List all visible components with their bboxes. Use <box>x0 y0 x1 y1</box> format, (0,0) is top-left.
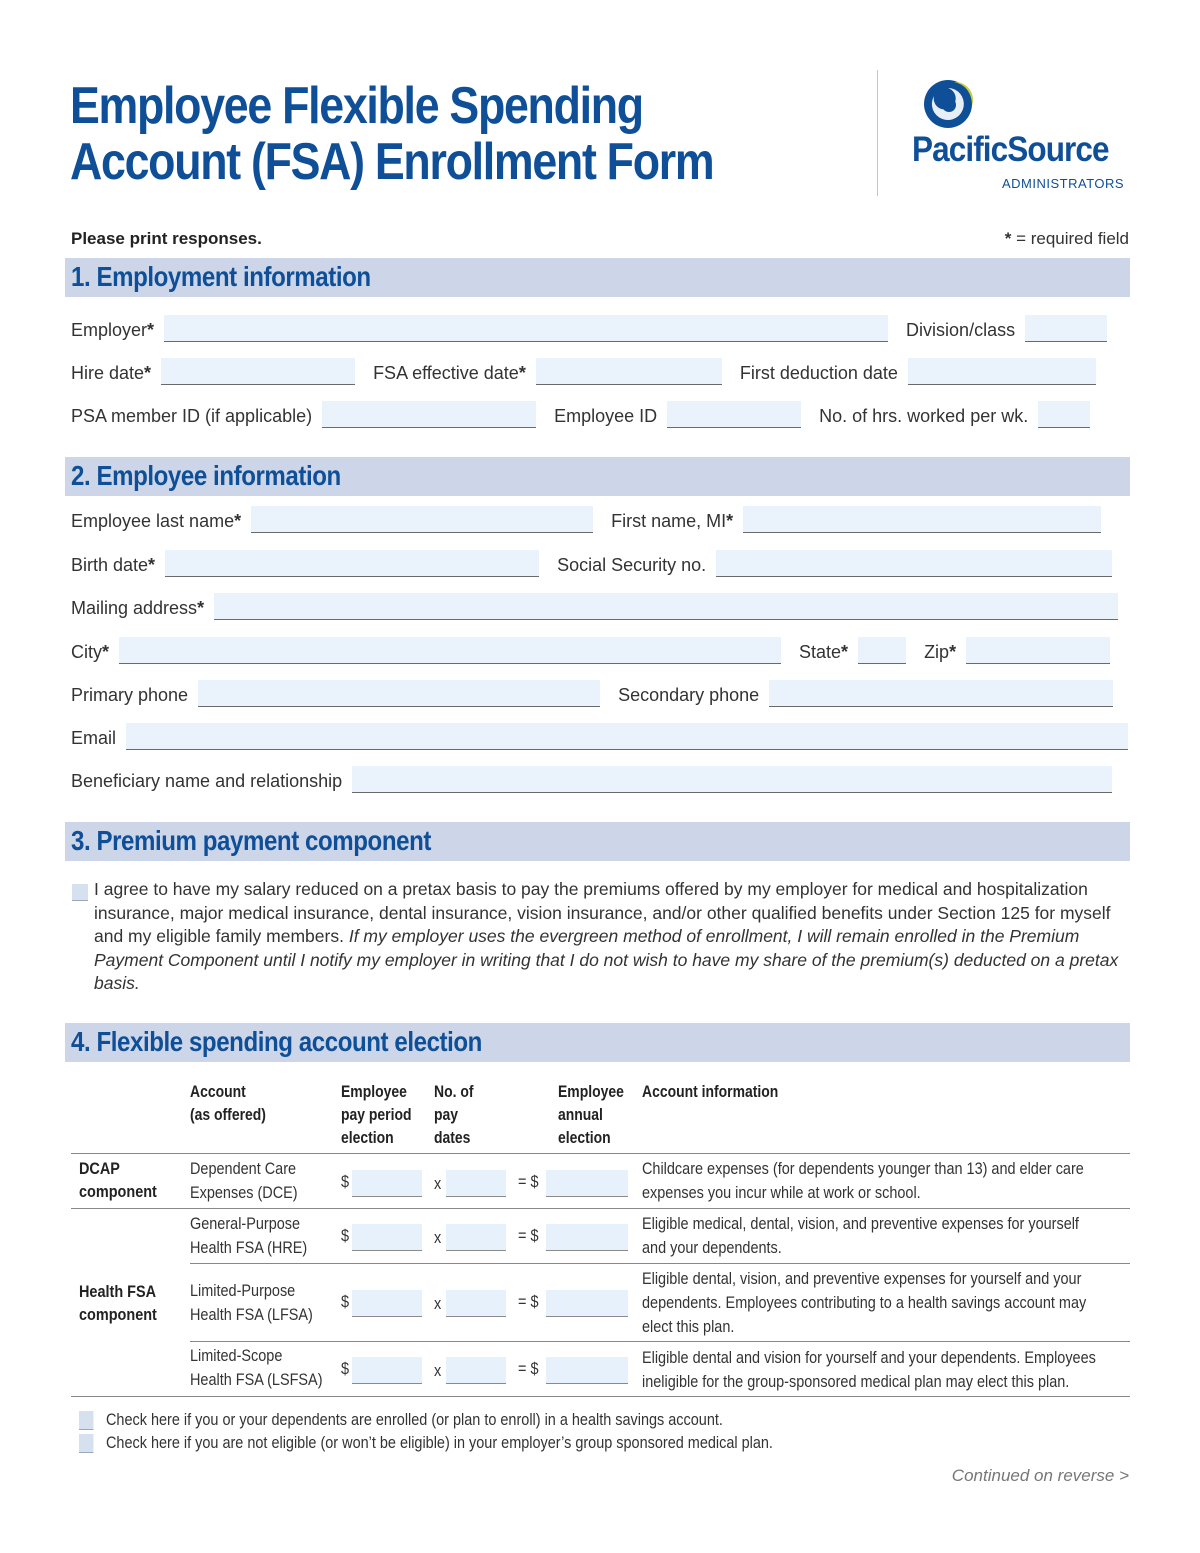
section-4-title: 4. Flexible spending account election <box>71 1026 482 1057</box>
ssn-label: Social Security no. <box>557 555 707 575</box>
division-field[interactable] <box>1025 315 1107 342</box>
birth-date-label-text: Birth date <box>71 555 149 575</box>
times-sign: x <box>434 1361 442 1380</box>
hsa-check-row <box>79 1410 832 1430</box>
fsa-effective-label <box>373 363 526 385</box>
info-dce <box>642 1157 1084 1205</box>
col-header-pp-l1: Employee <box>341 1082 407 1101</box>
required-asterisk: * <box>197 598 205 618</box>
info-lsfsa <box>642 1346 1096 1394</box>
table-divider <box>71 1396 1130 1397</box>
continued-note: Continued on reverse > <box>951 1466 1129 1485</box>
section-2-title: 2. Employee information <box>71 460 341 491</box>
account-lsfsa-l1: Limited-Scope <box>190 1346 283 1365</box>
info-hre-l2: and your dependents. <box>642 1238 782 1257</box>
birth-date-label <box>71 555 155 577</box>
employer-field[interactable] <box>164 315 888 342</box>
premium-payment-agreement <box>70 878 1130 996</box>
required-asterisk: * <box>148 555 156 575</box>
required-asterisk: * <box>518 363 526 383</box>
not-eligible-check-row <box>79 1433 891 1453</box>
dce-annual-input[interactable] <box>546 1170 628 1197</box>
pacificsource-logo-icon <box>918 78 978 130</box>
info-hre <box>642 1212 1079 1260</box>
section-3-header <box>65 822 1130 861</box>
table-divider <box>71 1208 1130 1209</box>
hsa-check-label: Check here if you or your dependents are enrolled (or plan to enroll) in a health savings account. <box>106 1410 723 1429</box>
state-label <box>799 642 848 664</box>
health-fsa-component-label <box>79 1280 157 1326</box>
info-lsfsa-l1: Eligible dental and vision for yourself and your dependents. Employees <box>642 1348 1096 1367</box>
email-label: Email <box>71 728 117 748</box>
dce-pay-dates-input[interactable] <box>446 1170 506 1197</box>
city-label <box>71 642 109 664</box>
dollar-sign: $ <box>341 1172 350 1191</box>
dcap-component-label <box>79 1157 157 1203</box>
col-header-account-l2: (as offered) <box>190 1105 266 1124</box>
premium-text-plain: I agree to have my salary reduced on a pretax basis to pay the premiums offered by my employer for medical and hospitalization insurance, major medical insurance, dental insurance, vision insurance, and/or other qualified benefits under Section 125 for myself and my eligible family members. <box>94 879 1111 946</box>
info-lsfsa-l2: ineligible for the group-sponsored medical plan may elect this plan. <box>642 1372 1070 1391</box>
col-header-pp-l2: pay period <box>341 1105 412 1124</box>
fsa-effective-label-text: FSA effective date <box>373 363 519 383</box>
account-lfsa-l1: Limited-Purpose <box>190 1281 296 1300</box>
secondary-phone-label: Secondary phone <box>618 685 760 705</box>
city-field[interactable] <box>119 637 781 664</box>
address-label-text: Mailing address <box>71 598 198 618</box>
form-title-line1: Employee Flexible Spending <box>70 77 643 135</box>
lsfsa-pay-dates-input[interactable] <box>446 1357 506 1384</box>
equals-dollar: = $ <box>518 1172 539 1191</box>
required-asterisk: * <box>144 363 152 383</box>
row-phone <box>71 677 1130 707</box>
required-asterisk: * <box>147 320 155 340</box>
account-lfsa-l2: Health FSA (LFSA) <box>190 1305 313 1324</box>
col-header-annual-l1: Employee <box>558 1082 624 1101</box>
times-sign: x <box>434 1174 442 1193</box>
col-header-pp-l3: election <box>341 1128 394 1147</box>
table-divider <box>190 1263 1130 1264</box>
table-divider <box>190 1341 1130 1342</box>
not-eligible-check-label: Check here if you are not eligible (or won’t be eligible) in your employer’s group sponsored medical plan. <box>106 1433 773 1452</box>
equals-dollar: = $ <box>518 1359 539 1378</box>
fsa-effective-field[interactable] <box>536 358 722 385</box>
last-name-label <box>71 511 241 533</box>
hsa-checkbox[interactable] <box>79 1411 93 1430</box>
beneficiary-field[interactable] <box>352 766 1112 793</box>
account-dce <box>190 1157 298 1205</box>
print-note: Please print responses. <box>71 229 262 248</box>
times-sign: x <box>434 1228 442 1247</box>
table-divider <box>71 1153 1130 1154</box>
zip-field[interactable] <box>966 637 1110 664</box>
row-city <box>71 634 1130 664</box>
health-label-l1: Health FSA <box>79 1282 157 1301</box>
info-lfsa-l1: Eligible dental, vision, and preventive expenses for yourself and your <box>642 1269 1082 1288</box>
zip-label <box>924 642 956 664</box>
hours-field[interactable] <box>1038 401 1090 428</box>
row-ids <box>71 398 1130 428</box>
employee-id-field[interactable] <box>667 401 801 428</box>
last-name-label-text: Employee last name <box>71 511 235 531</box>
col-header-pay-period <box>341 1080 411 1149</box>
info-dce-l2: expenses you incur while at work or school. <box>642 1183 921 1202</box>
info-hre-l1: Eligible medical, dental, vision, and preventive expenses for yourself <box>642 1214 1079 1233</box>
col-header-annual-l2: annual <box>558 1105 603 1124</box>
not-eligible-checkbox[interactable] <box>79 1434 93 1453</box>
account-lsfsa-l2: Health FSA (LSFSA) <box>190 1370 323 1389</box>
row-name <box>71 503 1130 533</box>
last-name-field[interactable] <box>251 506 593 533</box>
premium-payment-checkbox[interactable] <box>72 884 88 901</box>
required-asterisk: * <box>949 642 957 662</box>
required-asterisk: * <box>234 511 242 531</box>
hire-date-field[interactable] <box>161 358 355 385</box>
psa-member-field[interactable] <box>322 401 536 428</box>
account-hre <box>190 1212 307 1260</box>
lfsa-pay-dates-input[interactable] <box>446 1290 506 1317</box>
first-name-label <box>611 511 733 533</box>
col-header-dates-l3: dates <box>434 1128 471 1147</box>
form-title <box>70 78 713 190</box>
zip-label-text: Zip <box>924 642 950 662</box>
hre-pay-period-input[interactable] <box>352 1224 422 1251</box>
required-asterisk: * <box>841 642 849 662</box>
required-asterisk: * <box>726 511 734 531</box>
first-deduction-label: First deduction date <box>739 363 898 383</box>
row-employer <box>71 312 1130 342</box>
hire-date-label <box>71 363 151 385</box>
dollar-sign: $ <box>341 1226 350 1245</box>
account-lsfsa <box>190 1344 323 1392</box>
lfsa-pay-period-input[interactable] <box>352 1290 422 1317</box>
row-email <box>71 720 1130 750</box>
times-sign: x <box>434 1294 442 1313</box>
fsa-election-table <box>71 1080 1130 1400</box>
row-beneficiary <box>71 763 1130 793</box>
col-header-account <box>190 1080 266 1126</box>
info-lfsa <box>642 1267 1086 1339</box>
account-dce-l2: Expenses (DCE) <box>190 1183 298 1202</box>
hire-date-label-text: Hire date <box>71 363 145 383</box>
logo <box>912 78 1132 193</box>
email-field[interactable] <box>126 723 1128 750</box>
section-3-title: 3. Premium payment component <box>71 825 431 856</box>
header-divider <box>877 70 878 196</box>
required-note <box>1005 229 1129 249</box>
premium-payment-text <box>94 878 1130 996</box>
account-hre-l2: Health FSA (HRE) <box>190 1238 308 1257</box>
equals-dollar: = $ <box>518 1226 539 1245</box>
row-birth <box>71 547 1130 577</box>
dollar-sign: $ <box>341 1292 350 1311</box>
birth-date-field[interactable] <box>165 550 539 577</box>
form-title-line2: Account (FSA) Enrollment Form <box>70 133 714 191</box>
lsfsa-annual-input[interactable] <box>546 1357 628 1384</box>
primary-phone-field[interactable] <box>198 680 600 707</box>
section-1-title: 1. Employment information <box>71 261 371 292</box>
info-lfsa-l3: elect this plan. <box>642 1317 735 1336</box>
row-address <box>71 590 1130 620</box>
col-header-pay-dates <box>434 1080 473 1149</box>
logo-subtitle: ADMINISTRATORS <box>1002 176 1125 191</box>
dcap-label-l2: component <box>79 1182 157 1201</box>
required-note-text: = required field <box>1011 229 1129 248</box>
col-header-dates-l1: No. of <box>434 1082 474 1101</box>
employee-id-label: Employee ID <box>554 406 658 426</box>
hre-pay-dates-input[interactable] <box>446 1224 506 1251</box>
required-asterisk: * <box>102 642 110 662</box>
first-name-field[interactable] <box>743 506 1101 533</box>
city-label-text: City <box>71 642 102 662</box>
first-name-label-text: First name, MI <box>611 511 727 531</box>
division-label: Division/class <box>906 320 1016 340</box>
first-deduction-field[interactable] <box>908 358 1096 385</box>
address-field[interactable] <box>214 593 1118 620</box>
col-header-account-l1: Account <box>190 1082 246 1101</box>
section-4-header <box>65 1023 1130 1062</box>
section-1-header <box>65 258 1130 297</box>
section-2-header <box>65 457 1130 496</box>
state-label-text: State <box>799 642 842 662</box>
hre-annual-input[interactable] <box>546 1224 628 1251</box>
beneficiary-label: Beneficiary name and relationship <box>71 771 343 791</box>
state-field[interactable] <box>858 637 906 664</box>
dollar-sign: $ <box>341 1359 350 1378</box>
premium-text-italic: If my employer uses the evergreen method of enrollment, I will remain enrolled in the Premium Payment Component until I notify my employer in writing that I do not wish to have my share of the premium(s) deducted on a pretax basis. <box>94 926 1119 993</box>
account-lfsa <box>190 1279 313 1327</box>
ssn-field[interactable] <box>716 550 1112 577</box>
dcap-label-l1: DCAP <box>79 1159 120 1178</box>
required-asterisk: * <box>1004 229 1012 248</box>
primary-phone-label: Primary phone <box>71 685 189 705</box>
account-hre-l1: General-Purpose <box>190 1214 301 1233</box>
lfsa-annual-input[interactable] <box>546 1290 628 1317</box>
employer-label-text: Employer <box>71 320 148 340</box>
col-header-annual <box>558 1080 624 1149</box>
secondary-phone-field[interactable] <box>769 680 1113 707</box>
col-header-dates-l2: pay <box>434 1105 459 1124</box>
equals-dollar: = $ <box>518 1292 539 1311</box>
col-header-annual-l3: election <box>558 1128 611 1147</box>
lsfsa-pay-period-input[interactable] <box>352 1357 422 1384</box>
info-lfsa-l2: dependents. Employees contributing to a health savings account may <box>642 1293 1087 1312</box>
psa-member-label: PSA member ID (if applicable) <box>71 406 313 426</box>
col-header-info: Account information <box>642 1082 779 1101</box>
dce-pay-period-input[interactable] <box>352 1170 422 1197</box>
info-dce-l1: Childcare expenses (for dependents younger than 13) and elder care <box>642 1159 1084 1178</box>
logo-name: PacificSource <box>912 130 1109 169</box>
health-label-l2: component <box>79 1305 157 1324</box>
row-dates <box>71 355 1130 385</box>
account-dce-l1: Dependent Care <box>190 1159 297 1178</box>
address-label <box>71 598 204 620</box>
hours-label: No. of hrs. worked per wk. <box>819 406 1029 426</box>
employer-label <box>71 320 154 342</box>
